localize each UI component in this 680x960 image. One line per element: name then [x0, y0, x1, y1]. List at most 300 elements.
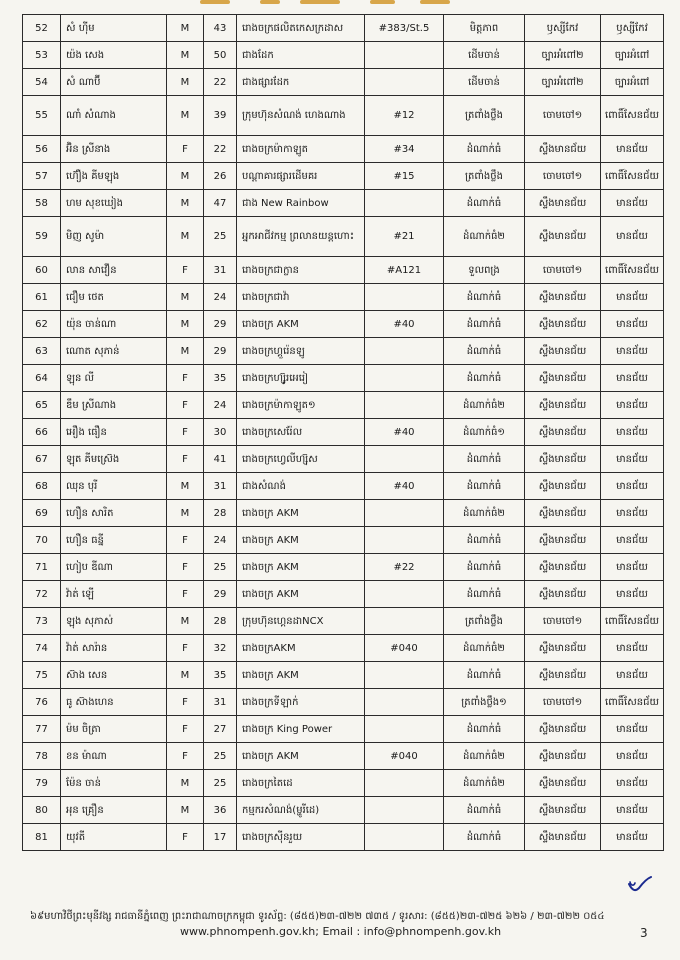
cell-district1: ចោមចៅ១: [525, 689, 601, 716]
roster-body: [23, 15, 664, 851]
cell-age: 31: [204, 473, 237, 500]
table-row: [23, 96, 664, 136]
cell-district1: ស្ទឹងមានជ័យ: [525, 473, 601, 500]
cell-address: #34: [365, 136, 444, 163]
cell-no: 56: [23, 136, 61, 163]
cell-no: 69: [23, 500, 61, 527]
cell-workplace: រោងចក្រ AKM: [237, 500, 365, 527]
cell-district2: ពោធិ៍សែនជ័យ: [601, 689, 664, 716]
cell-district1: ស្ទឹងមានជ័យ: [525, 217, 601, 257]
cell-workplace: រោងចក្រតៃដេ: [237, 770, 365, 797]
cell-district1: ស្ទឹងមានជ័យ: [525, 527, 601, 554]
cell-address: #15: [365, 163, 444, 190]
cell-status: ដំណាក់ធំ២: [444, 217, 525, 257]
cell-status: ត្រពាំងថ្លឹង: [444, 96, 525, 136]
cell-district1: ស្ទឹងមានជ័យ: [525, 635, 601, 662]
cell-workplace: រោងចក្រ King Power: [237, 716, 365, 743]
cell-status: ដំណាក់ធំ: [444, 365, 525, 392]
cell-district2: មានជ័យ: [601, 500, 664, 527]
cell-sex: M: [167, 284, 204, 311]
cell-age: 41: [204, 446, 237, 473]
cell-sex: F: [167, 257, 204, 284]
cell-district2: មានជ័យ: [601, 338, 664, 365]
cell-sex: M: [167, 311, 204, 338]
cell-status: ដំណាក់ធំ: [444, 473, 525, 500]
cell-address: #040: [365, 743, 444, 770]
table-row: [23, 554, 664, 581]
cell-workplace: រោងចក្រ AKM: [237, 581, 365, 608]
cell-name: វ៉ាត់ សារ៉ាន: [61, 635, 167, 662]
cell-district1: ច្បារអំពៅ២: [525, 69, 601, 96]
cell-name: អ៊ិន ស្រីនាង: [61, 136, 167, 163]
cell-age: 39: [204, 96, 237, 136]
table-row: [23, 770, 664, 797]
cell-district2: ច្បារអំពៅ: [601, 42, 664, 69]
cell-district2: ច្បារអំពៅ: [601, 69, 664, 96]
cell-address: #383/St.5: [365, 15, 444, 42]
table-row: [23, 257, 664, 284]
cell-name: ឌឹម ស្រីណាង: [61, 392, 167, 419]
cell-name: វ៉ាត់ ឡើ: [61, 581, 167, 608]
table-row: [23, 581, 664, 608]
cell-name: លាន សាវឿន: [61, 257, 167, 284]
cell-district1: ស្ទឹងមានជ័យ: [525, 770, 601, 797]
cell-age: 22: [204, 136, 237, 163]
cell-workplace: រោងចក្រផលិតកេសក្រដាស: [237, 15, 365, 42]
cell-no: 76: [23, 689, 61, 716]
cell-workplace: រោងចក្រសេរ៉ែល: [237, 419, 365, 446]
cell-name: ម៉ែន ចាន់: [61, 770, 167, 797]
footer-address: ៦៩មហាវិថីព្រះមុនីវង្ស រាជធានីភ្នំពេញ ព្រះរាជាណាចក្រកម្ពុជា ទូរស័ព្ទ: (៨៥៥)២៣-៧២២ ៧៣៥ / ទូរសារ: (៨៥៥)២៣-៧២៥ ៦២៦ / ២៣-៧២២ ០៥៤: [30, 911, 605, 922]
cell-district2: មានជ័យ: [601, 770, 664, 797]
cell-no: 74: [23, 635, 61, 662]
cell-workplace: រោងចក្រ AKM: [237, 527, 365, 554]
cell-age: 28: [204, 608, 237, 635]
cell-no: 54: [23, 69, 61, 96]
cell-district1: ស្ទឹងមានជ័យ: [525, 500, 601, 527]
cell-address: #40: [365, 311, 444, 338]
cell-district1: ស្ទឹងមានជ័យ: [525, 797, 601, 824]
cell-no: 66: [23, 419, 61, 446]
cell-address: [365, 608, 444, 635]
cell-sex: F: [167, 689, 204, 716]
cell-age: 25: [204, 770, 237, 797]
cell-status: ត្រពាំងថ្លឹង: [444, 608, 525, 635]
table-row: [23, 365, 664, 392]
cell-address: [365, 446, 444, 473]
cell-sex: M: [167, 797, 204, 824]
cell-workplace: រោងចក្រជាវ៉ា: [237, 284, 365, 311]
cell-sex: M: [167, 190, 204, 217]
cell-age: 25: [204, 217, 237, 257]
cell-district1: ស្ទឹងមានជ័យ: [525, 392, 601, 419]
cell-no: 79: [23, 770, 61, 797]
cell-age: 30: [204, 419, 237, 446]
cell-no: 53: [23, 42, 61, 69]
cell-status: ដំណាក់ធំ: [444, 716, 525, 743]
cell-district2: មានជ័យ: [601, 716, 664, 743]
cell-district1: ស្ទឹងមានជ័យ: [525, 365, 601, 392]
cell-name: អុន គ្រឿន: [61, 797, 167, 824]
cell-district2: មានជ័យ: [601, 662, 664, 689]
cell-no: 55: [23, 96, 61, 136]
cell-district1: ស្ទឹងមានជ័យ: [525, 338, 601, 365]
cell-address: [365, 527, 444, 554]
table-row: [23, 190, 664, 217]
cell-no: 75: [23, 662, 61, 689]
cell-address: #40: [365, 473, 444, 500]
cell-sex: M: [167, 770, 204, 797]
cell-age: 24: [204, 284, 237, 311]
cell-district2: មានជ័យ: [601, 743, 664, 770]
cell-address: #40: [365, 419, 444, 446]
cell-sex: F: [167, 527, 204, 554]
cell-age: 26: [204, 163, 237, 190]
cell-status: ដំណាក់ធំ: [444, 824, 525, 851]
table-row: [23, 446, 664, 473]
cell-status: ដើមចាន់: [444, 69, 525, 96]
table-row: [23, 662, 664, 689]
cell-status: ត្រពាំងថ្លឹង: [444, 163, 525, 190]
cell-workplace: ក្រុមហ៊ុនសំណង់ ហេងណាង: [237, 96, 365, 136]
cell-district2: មានជ័យ: [601, 527, 664, 554]
cell-address: #040: [365, 635, 444, 662]
cell-district2: មានជ័យ: [601, 284, 664, 311]
cell-address: [365, 338, 444, 365]
cell-name: សំ ហ៊ីម: [61, 15, 167, 42]
cell-age: 29: [204, 338, 237, 365]
cell-district1: ស្ទឹងមានជ័យ: [525, 662, 601, 689]
cell-age: 22: [204, 69, 237, 96]
table-row: [23, 473, 664, 500]
cell-status: ដំណាក់ធំ២: [444, 500, 525, 527]
cell-address: #12: [365, 96, 444, 136]
cell-workplace: ក្រុមហ៊ុនហ្គេនដាNCX: [237, 608, 365, 635]
cell-age: 36: [204, 797, 237, 824]
cell-address: [365, 284, 444, 311]
cell-sex: F: [167, 392, 204, 419]
cell-status: ទួលពង្រ: [444, 257, 525, 284]
cell-status: ដើមចាន់: [444, 42, 525, 69]
cell-workplace: រោងចក្រជាក្លាន: [237, 257, 365, 284]
cell-name: ឈុន បុរី: [61, 473, 167, 500]
cell-sex: F: [167, 635, 204, 662]
cell-no: 68: [23, 473, 61, 500]
cell-district1: ស្ទឹងមានជ័យ: [525, 581, 601, 608]
cell-district2: មានជ័យ: [601, 824, 664, 851]
cell-age: 35: [204, 662, 237, 689]
cell-workplace: រោងចក្រ AKM: [237, 743, 365, 770]
cell-workplace: ជាងផ្សារដែក: [237, 69, 365, 96]
footer-contact: www.phnompenh.gov.kh; Email : info@phnompenh.gov.kh: [180, 925, 502, 938]
cell-no: 61: [23, 284, 61, 311]
table-row: [23, 689, 664, 716]
cell-age: 31: [204, 689, 237, 716]
cell-district1: ចោមចៅ១: [525, 163, 601, 190]
table-row: [23, 716, 664, 743]
cell-district2: មានជ័យ: [601, 392, 664, 419]
cell-sex: M: [167, 338, 204, 365]
cell-address: [365, 824, 444, 851]
cell-name: ហឿន ធន្នី: [61, 527, 167, 554]
table-row: [23, 15, 664, 42]
cell-no: 63: [23, 338, 61, 365]
cell-age: 25: [204, 743, 237, 770]
cell-workplace: រោងចក្រហ្វេលីហ្ស៊ុស: [237, 446, 365, 473]
cell-district1: ស្ទឹងមានជ័យ: [525, 743, 601, 770]
cell-district2: មានជ័យ: [601, 581, 664, 608]
cell-no: 78: [23, 743, 61, 770]
cell-status: ដំណាក់ធំ: [444, 190, 525, 217]
cell-age: 27: [204, 716, 237, 743]
cell-workplace: រោងចក្រម៉ាកាឡូត: [237, 136, 365, 163]
cell-workplace: រោងចក្រទីឡាក់: [237, 689, 365, 716]
page-number: 3: [640, 926, 648, 940]
cell-age: 17: [204, 824, 237, 851]
cell-district1: ច្បារអំពៅ២: [525, 42, 601, 69]
table-row: [23, 743, 664, 770]
cell-address: [365, 716, 444, 743]
cell-address: [365, 662, 444, 689]
cell-name: ឡុង សុភាស់: [61, 608, 167, 635]
cell-name: ហឿន សារិត: [61, 500, 167, 527]
cell-no: 58: [23, 190, 61, 217]
cell-no: 64: [23, 365, 61, 392]
cell-workplace: រោងចក្រ AKM: [237, 662, 365, 689]
cell-name: អឿង ធឿន: [61, 419, 167, 446]
cell-workplace: រោងចក្រម៉ាកាឡូត១: [237, 392, 365, 419]
cell-age: 47: [204, 190, 237, 217]
cell-workplace: ជាង New Rainbow: [237, 190, 365, 217]
cell-no: 59: [23, 217, 61, 257]
cell-address: [365, 190, 444, 217]
cell-sex: M: [167, 608, 204, 635]
cell-workplace: រោងចក្រហ្គួរ៉េនឡូ: [237, 338, 365, 365]
cell-workplace: រោងចក្រAKM: [237, 635, 365, 662]
table-row: [23, 338, 664, 365]
cell-address: [365, 581, 444, 608]
cell-name: ណាំ សំណាង: [61, 96, 167, 136]
cell-district1: ស្ទឹងមានជ័យ: [525, 311, 601, 338]
cell-name: ឡុន លី: [61, 365, 167, 392]
cell-district2: មានជ័យ: [601, 797, 664, 824]
cell-address: [365, 500, 444, 527]
cell-address: [365, 365, 444, 392]
table-row: [23, 136, 664, 163]
cell-address: #22: [365, 554, 444, 581]
cell-no: 60: [23, 257, 61, 284]
cell-name: ណោត សុភាន់: [61, 338, 167, 365]
cell-sex: M: [167, 500, 204, 527]
table-row: [23, 217, 664, 257]
cell-sex: M: [167, 69, 204, 96]
cell-age: 31: [204, 257, 237, 284]
cell-status: ដំណាក់ធំ២: [444, 635, 525, 662]
table-row: [23, 500, 664, 527]
cell-age: 35: [204, 365, 237, 392]
cell-district1: ស្ទឹងមានជ័យ: [525, 284, 601, 311]
cell-district2: មានជ័យ: [601, 365, 664, 392]
cell-no: 71: [23, 554, 61, 581]
cell-sex: M: [167, 42, 204, 69]
cell-sex: M: [167, 96, 204, 136]
cell-address: [365, 392, 444, 419]
cell-status: ដំណាក់ធំ: [444, 527, 525, 554]
cell-no: 57: [23, 163, 61, 190]
cell-address: #21: [365, 217, 444, 257]
cell-status: មិត្តភាព: [444, 15, 525, 42]
cell-name: មិញ សូម៉ា: [61, 217, 167, 257]
cell-name: ខន ម៉ាណា: [61, 743, 167, 770]
cell-sex: M: [167, 163, 204, 190]
cell-name: ឡុត គីមស្រ៊េង: [61, 446, 167, 473]
cell-status: ដំណាក់ធំ: [444, 338, 525, 365]
cell-district2: ពោធិ៍សែនជ័យ: [601, 608, 664, 635]
cell-district1: ស្ទឹងមានជ័យ: [525, 554, 601, 581]
cell-sex: M: [167, 15, 204, 42]
cell-age: 24: [204, 392, 237, 419]
cell-age: 29: [204, 311, 237, 338]
table-row: [23, 635, 664, 662]
cell-status: ដំណាក់ធំ: [444, 581, 525, 608]
checkmark-icon: [626, 874, 654, 894]
cell-workplace: អ្នកអាជីវកម្ម ព្រលានយន្តហោះ: [237, 217, 365, 257]
cell-name: យ៉ង សេង: [61, 42, 167, 69]
cell-status: ដំណាក់ធំ: [444, 284, 525, 311]
cell-no: 70: [23, 527, 61, 554]
cell-age: 29: [204, 581, 237, 608]
cell-district2: ឫស្សីកែវ: [601, 15, 664, 42]
cell-district1: ឫស្សីកែវ: [525, 15, 601, 42]
cell-district2: មានជ័យ: [601, 473, 664, 500]
cell-district1: ចោមចៅ១: [525, 608, 601, 635]
cell-workplace: ជាងដែក: [237, 42, 365, 69]
cell-name: ហៀប ឌីណា: [61, 554, 167, 581]
cell-age: 50: [204, 42, 237, 69]
cell-workplace: ជាងសំណង់: [237, 473, 365, 500]
cell-status: ដំណាក់ធំ: [444, 797, 525, 824]
table-row: [23, 69, 664, 96]
cell-workplace: បណ្តាគារផ្សារដើមគរ: [237, 163, 365, 190]
cell-status: ដំណាក់ធំ: [444, 311, 525, 338]
cell-sex: F: [167, 824, 204, 851]
cell-no: 67: [23, 446, 61, 473]
cell-name: ហម សុខឃៀង: [61, 190, 167, 217]
cell-address: #A121: [365, 257, 444, 284]
cell-sex: F: [167, 365, 204, 392]
cell-sex: F: [167, 419, 204, 446]
cell-name: ធូ ស៊ាងហេន: [61, 689, 167, 716]
cell-no: 81: [23, 824, 61, 851]
table-row: [23, 608, 664, 635]
cell-district2: មានជ័យ: [601, 311, 664, 338]
cell-district2: មានជ័យ: [601, 446, 664, 473]
cell-sex: M: [167, 473, 204, 500]
cell-district1: ស្ទឹងមានជ័យ: [525, 446, 601, 473]
cell-no: 62: [23, 311, 61, 338]
cell-age: 24: [204, 527, 237, 554]
cell-district1: ចោមចៅ១: [525, 257, 601, 284]
cell-sex: F: [167, 136, 204, 163]
cell-address: [365, 689, 444, 716]
cell-district2: មានជ័យ: [601, 136, 664, 163]
cell-workplace: រោងចក្រហ្ស៊ូរអេរៀ: [237, 365, 365, 392]
table-row: [23, 163, 664, 190]
cell-sex: M: [167, 662, 204, 689]
cell-district2: មានជ័យ: [601, 190, 664, 217]
cell-no: 77: [23, 716, 61, 743]
cell-name: ម៉ម ចិត្រា: [61, 716, 167, 743]
cell-name: សំ ណាប៊ី: [61, 69, 167, 96]
cell-no: 52: [23, 15, 61, 42]
cell-address: [365, 69, 444, 96]
cell-address: [365, 42, 444, 69]
cell-district2: មានជ័យ: [601, 217, 664, 257]
cell-status: ត្រពាំងថ្លឹង១: [444, 689, 525, 716]
table-row: [23, 311, 664, 338]
cell-district1: ស្ទឹងមានជ័យ: [525, 190, 601, 217]
cell-district1: ស្ទឹងមានជ័យ: [525, 136, 601, 163]
cell-district1: ស្ទឹងមានជ័យ: [525, 419, 601, 446]
table-row: [23, 824, 664, 851]
cell-status: ដំណាក់ធំ: [444, 554, 525, 581]
cell-name: ស៊ាង សេន: [61, 662, 167, 689]
cell-name: ហ៊ឿង គីមឡុង: [61, 163, 167, 190]
cell-district1: ស្ទឹងមានជ័យ: [525, 824, 601, 851]
cell-district1: ចោមចៅ១: [525, 96, 601, 136]
roster-table: [22, 14, 664, 851]
cell-district2: ពោធិ៍សែនជ័យ: [601, 163, 664, 190]
cell-age: 32: [204, 635, 237, 662]
cell-workplace: កម្មករសំណង់(ម្ហូរីដេ): [237, 797, 365, 824]
cell-status: ដំណាក់ធំ១: [444, 419, 525, 446]
cell-status: ដំណាក់ធំ: [444, 136, 525, 163]
cell-district2: មានជ័យ: [601, 635, 664, 662]
table-row: [23, 419, 664, 446]
header-decoration: [0, 0, 680, 12]
cell-name: យុវតី: [61, 824, 167, 851]
cell-status: ដំណាក់ធំ២: [444, 392, 525, 419]
cell-sex: F: [167, 716, 204, 743]
cell-address: [365, 770, 444, 797]
cell-sex: F: [167, 743, 204, 770]
cell-status: ដំណាក់ធំ២: [444, 770, 525, 797]
cell-name: យ៉ុន ចាន់ណា: [61, 311, 167, 338]
cell-sex: F: [167, 446, 204, 473]
cell-district2: ពោធិ៍សែនជ័យ: [601, 96, 664, 136]
cell-workplace: រោងចក្រ AKM: [237, 311, 365, 338]
cell-workplace: រោងចក្រ AKM: [237, 554, 365, 581]
cell-status: ដំណាក់ធំ: [444, 662, 525, 689]
cell-workplace: រោងចក្រស៊ីនរួយ: [237, 824, 365, 851]
cell-age: 43: [204, 15, 237, 42]
cell-address: [365, 797, 444, 824]
cell-sex: M: [167, 217, 204, 257]
cell-no: 73: [23, 608, 61, 635]
table-row: [23, 42, 664, 69]
cell-age: 28: [204, 500, 237, 527]
cell-district2: មានជ័យ: [601, 554, 664, 581]
table-row: [23, 797, 664, 824]
cell-status: ដំណាក់ធំ២: [444, 743, 525, 770]
cell-sex: F: [167, 554, 204, 581]
table-row: [23, 392, 664, 419]
cell-district2: មានជ័យ: [601, 419, 664, 446]
table-row: [23, 527, 664, 554]
cell-district2: ពោធិ៍សែនជ័យ: [601, 257, 664, 284]
cell-no: 80: [23, 797, 61, 824]
cell-age: 25: [204, 554, 237, 581]
